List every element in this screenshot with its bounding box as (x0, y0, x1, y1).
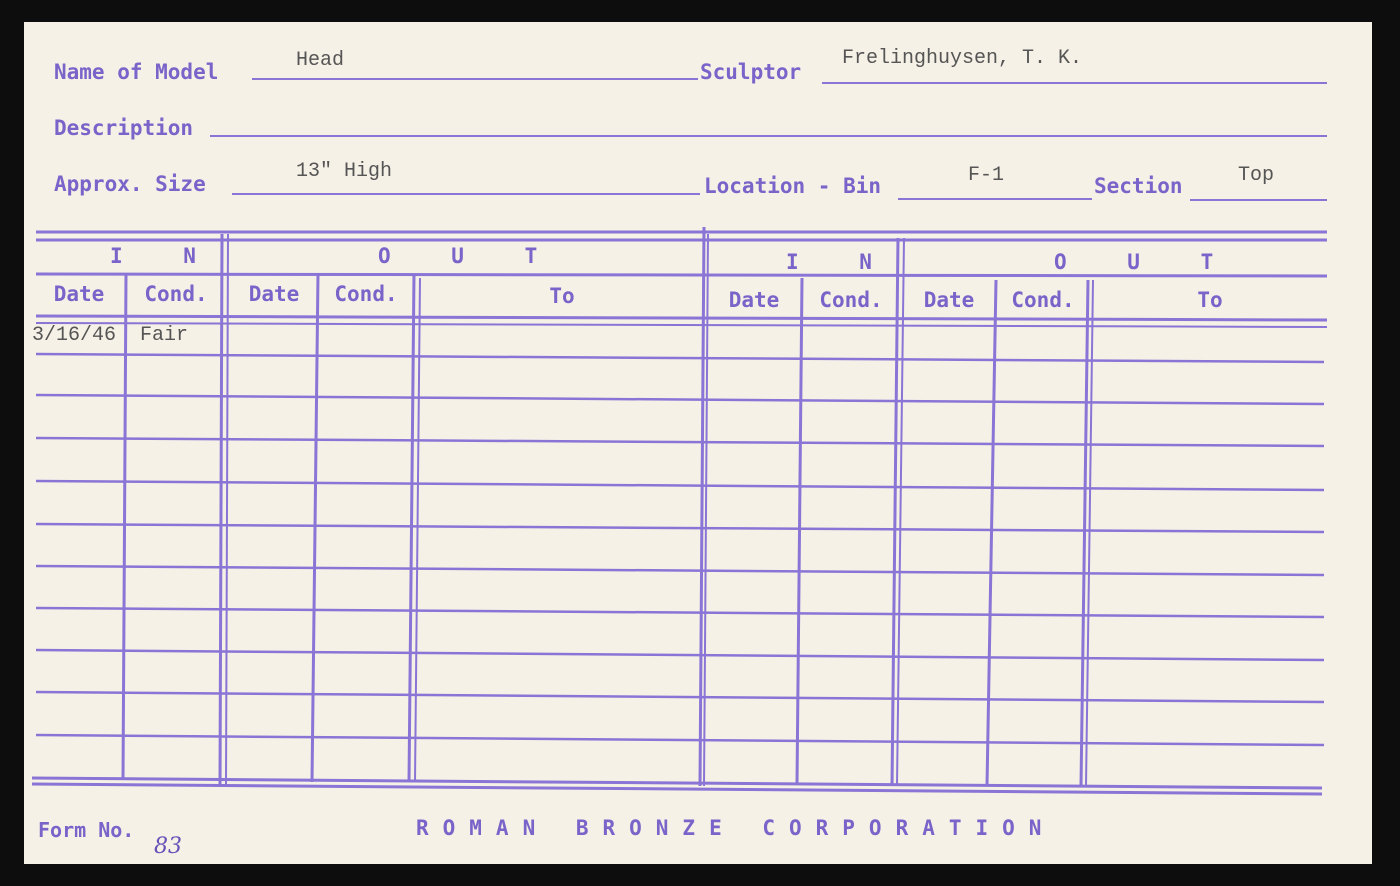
right-out-label: O U T (1054, 250, 1238, 274)
description-label: Description (54, 116, 194, 140)
form-no-value: 83 (154, 834, 182, 859)
sculptor-label: Sculptor (700, 60, 802, 84)
left-in-label: I N (110, 244, 220, 268)
company-name: ROMAN BRONZE CORPORATION (416, 816, 1056, 840)
right-in-label: I N (786, 250, 896, 274)
approx-size-value: 13" High (296, 160, 393, 183)
left-in-date-header: Date (53, 282, 105, 306)
left-out-label: O U T (378, 244, 562, 268)
right-out-cond-header: Cond. (1011, 288, 1075, 312)
left-out-to-header: To (549, 284, 575, 308)
left-out-date-header: Date (248, 282, 300, 306)
inventory-card (24, 22, 1372, 864)
location-label: Location - Bin (704, 174, 882, 198)
name-of-model-value: Head (296, 49, 345, 72)
table-row-in-cond: Fair (140, 324, 189, 347)
right-in-cond-header: Cond. (819, 288, 883, 312)
location-value: F-1 (968, 164, 1005, 187)
right-out-to-header: To (1197, 288, 1223, 312)
sculptor-value: Frelinghuysen, T. K. (842, 47, 1083, 70)
section-value: Top (1238, 164, 1275, 187)
approx-size-label: Approx. Size (54, 172, 206, 196)
name-of-model-label: Name of Model (54, 60, 219, 84)
section-label: Section (1094, 174, 1183, 198)
ledger-grid (24, 22, 1372, 864)
left-out-cond-header: Cond. (334, 282, 398, 306)
form-no-label: Form No. (38, 818, 135, 842)
right-in-date-header: Date (728, 288, 780, 312)
right-out-date-header: Date (923, 288, 975, 312)
table-row-in-date: 3/16/46 (32, 324, 117, 347)
left-in-cond-header: Cond. (144, 282, 208, 306)
